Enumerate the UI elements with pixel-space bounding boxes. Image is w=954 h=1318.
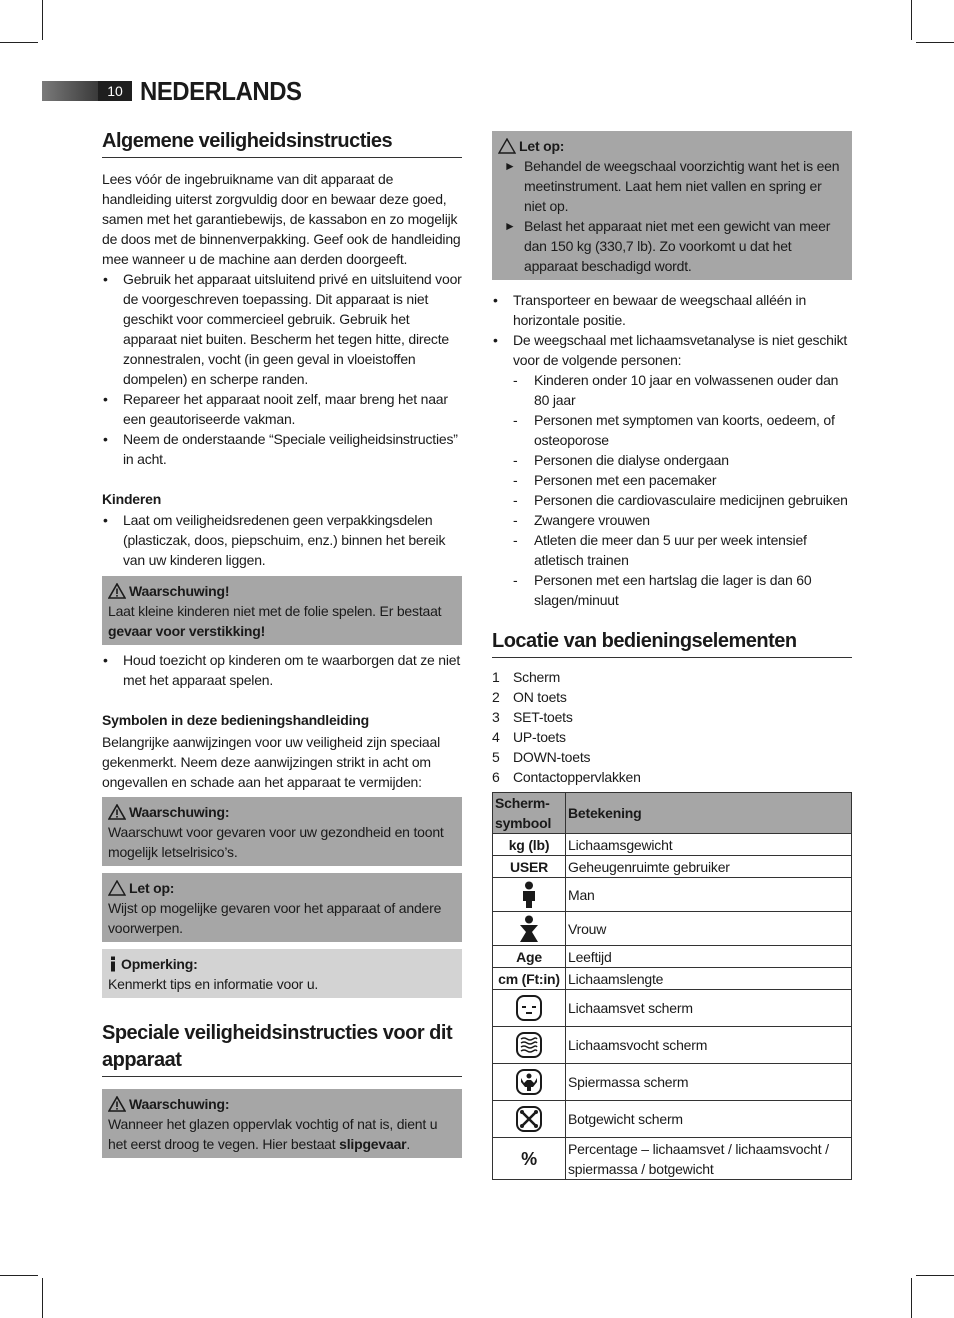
left-column: [102, 128, 462, 1158]
table-meaning: Vrouw: [566, 912, 852, 946]
caution-box: [492, 131, 852, 280]
table-row: [493, 968, 852, 990]
caution-icon: [108, 880, 126, 896]
table-meaning: Geheugenruimte gebruiker: [566, 856, 852, 878]
warning-title: Waarschuwing:: [129, 804, 230, 820]
warning-text-end: .: [406, 1136, 411, 1152]
symbol-table: [492, 792, 852, 1180]
table-header-symbol: Scherm-symbool: [493, 793, 566, 834]
table-row: [493, 946, 852, 968]
warning-title: Waarschuwing:: [129, 1096, 230, 1112]
table-meaning: Botgewicht scherm: [566, 1101, 852, 1138]
warning-text-bold: slipgevaar: [339, 1136, 407, 1152]
symbols-intro: Belangrijke aanwijzingen voor uw veiligheid zijn speciaal gekenmerkt. Neem deze aanwijzingen strikt in acht om ongevallen en schade aan het apparaat te vermijden:: [102, 734, 441, 790]
right-bullets: [492, 290, 852, 370]
table-symbol-cell: [493, 1064, 566, 1101]
table-meaning: Spiermassa scherm: [566, 1064, 852, 1101]
symbol-caution-box: [102, 873, 462, 942]
list-item: • Repareer het apparaat nooit zelf, maar breng het naar een geautoriseerde vakman.: [102, 389, 462, 429]
man-icon: [521, 881, 537, 909]
table-row: [493, 856, 852, 878]
table-symbol-cell: [493, 1101, 566, 1138]
warning-title-row: [108, 581, 456, 601]
children-heading: Kinderen: [102, 491, 162, 507]
table-symbol-cell: [493, 1027, 566, 1064]
caution-item: ► Behandel de weegschaal voorzichtig want het is een meetinstrument. Laat hem niet vallen en spring er niet op.: [498, 156, 846, 216]
item-number: 5: [492, 749, 500, 765]
table-row: [493, 834, 852, 856]
list-item: • Transporteer en bewaar de weegschaal alléén in horizontale positie.: [492, 290, 852, 330]
caution-icon: [498, 138, 516, 154]
list-item: [492, 707, 852, 727]
general-safety-heading: Algemene veiligheidsinstructies: [102, 128, 462, 158]
controls-heading: Locatie van bedieningselementen: [492, 628, 852, 658]
persons-list: [492, 370, 852, 610]
crop-mark: [42, 1278, 43, 1318]
warning-text: [108, 601, 456, 641]
bone-icon: [515, 1105, 543, 1133]
list-item: - Personen die dialyse ondergaan: [492, 450, 852, 470]
item-number: 2: [492, 689, 500, 705]
crop-mark: [911, 1278, 912, 1318]
table-symbol: cm (Ft:in): [493, 968, 566, 990]
item-label: ON toets: [513, 689, 567, 705]
crop-mark: [916, 42, 954, 43]
table-row: [493, 912, 852, 946]
warning-text: Waarschuwt voor gevaren voor uw gezondheid en toont mogelijk letselrisico’s.: [108, 824, 444, 860]
list-item: • Neem de onderstaande “Speciale veiligheidsinstructies” in acht.: [102, 429, 462, 469]
table-symbol-cell: [493, 912, 566, 946]
info-icon: [108, 956, 118, 972]
list-item: [492, 767, 852, 787]
crop-mark: [0, 42, 38, 43]
caution-title: Let op:: [519, 138, 565, 154]
list-item: - Kinderen onder 10 jaar en volwassenen ouder dan 80 jaar: [492, 370, 852, 410]
list-item: [492, 727, 852, 747]
page-number: 10: [98, 81, 132, 101]
page-title: NEDERLANDS: [140, 76, 302, 106]
item-number: 6: [492, 769, 500, 785]
list-item: • Laat om veiligheidsredenen geen verpakkingsdelen (plasticzak, doos, piepschuim, enz.) binnen het bereik van uw kinderen liggen.: [102, 510, 462, 570]
item-number: 3: [492, 709, 500, 725]
list-item: - Personen met een pacemaker: [492, 470, 852, 490]
crop-mark: [916, 1275, 954, 1276]
table-header-row: [493, 793, 852, 834]
right-column: [492, 131, 852, 1180]
muscle-icon: [515, 1068, 543, 1096]
table-symbol: Age: [493, 946, 566, 968]
item-label: UP-toets: [513, 729, 566, 745]
list-item: - Zwangere vrouwen: [492, 510, 852, 530]
table-meaning: Lichaamsvocht scherm: [566, 1027, 852, 1064]
item-label: Scherm: [513, 669, 561, 685]
special-warning-box: [102, 1089, 462, 1158]
warning-text: [108, 1114, 456, 1154]
table-meaning: Man: [566, 878, 852, 912]
list-item: [492, 747, 852, 767]
general-intro: Lees vóór de ingebruikname van dit apparaat de handleiding uiterst zorgvuldig door en bewaar deze goed, samen met het garantiebewijs, de kassabon en zo mogelijk de doos met de binnenverpakking. Geef ook de handleiding mee wanneer u de machine aan derden doorgeeft.: [102, 171, 461, 267]
table-row: [493, 1064, 852, 1101]
list-item: • Houd toezicht op kinderen om te waarborgen dat ze niet met het apparaat spelen.: [102, 650, 462, 690]
header-bar: [42, 81, 98, 101]
woman-icon: [519, 915, 539, 943]
caution-text: Wijst op mogelijke gevaren voor het apparaat of andere voorwerpen.: [108, 900, 442, 936]
list-item: - Atleten die meer dan 5 uur per week intensief atletisch trainen: [492, 530, 852, 570]
crop-mark: [911, 0, 912, 40]
warning-title-row: [108, 802, 456, 822]
warning-icon: [108, 804, 126, 820]
note-title: Opmerking:: [121, 956, 198, 972]
item-label: Contactoppervlakken: [513, 769, 641, 785]
symbol-note-box: [102, 949, 462, 998]
table-row: [493, 1027, 852, 1064]
warning-icon: [108, 583, 126, 599]
list-item: - Personen met een hartslag die lager is dan 60 slagen/minuut: [492, 570, 852, 610]
body-fat-icon: [515, 994, 543, 1022]
table-meaning: Lichaamslengte: [566, 968, 852, 990]
list-item: [492, 667, 852, 687]
table-symbol: kg (lb): [493, 834, 566, 856]
symbols-heading: Symbolen in deze bedieningshandleiding: [102, 712, 369, 728]
children-warning-box: [102, 576, 462, 645]
table-meaning: Leeftijd: [566, 946, 852, 968]
table-header-meaning: Betekening: [566, 793, 852, 834]
table-row: [493, 878, 852, 912]
table-symbol-cell: [493, 878, 566, 912]
warning-icon: [108, 1096, 126, 1112]
item-number: 1: [492, 669, 500, 685]
item-number: 4: [492, 729, 500, 745]
children-bullets: [102, 510, 462, 570]
special-safety-heading: Speciale veiligheidsinstructies voor dit apparaat: [102, 1020, 462, 1077]
caution-title-row: [108, 878, 456, 898]
note-title-row: [108, 954, 456, 974]
note-text: Kenmerkt tips en informatie voor u.: [108, 976, 319, 992]
table-symbol-cell: [493, 990, 566, 1027]
table-symbol: USER: [493, 856, 566, 878]
crop-mark: [42, 0, 43, 40]
list-item: [492, 687, 852, 707]
warning-text-bold: gevaar voor verstikking!: [108, 623, 266, 639]
warning-title-row: [108, 1094, 456, 1114]
crop-mark: [0, 1275, 38, 1276]
table-meaning: Percentage – lichaamsvet / lichaamsvocht / spiermassa / botgewicht: [566, 1138, 852, 1180]
table-meaning: Lichaamsvet scherm: [566, 990, 852, 1027]
table-meaning: Lichaamsgewicht: [566, 834, 852, 856]
caution-title: Let op:: [129, 880, 175, 896]
table-row: [493, 1101, 852, 1138]
children-bullets-2: [102, 650, 462, 690]
controls-list: [492, 667, 852, 787]
item-label: DOWN-toets: [513, 749, 591, 765]
list-item: • Gebruik het apparaat uitsluitend privé en uitsluitend voor de voorgeschreven toepassing. Dit apparaat is niet geschikt voor commercieel gebruik. Gebruik het apparaat niet buiten. Bescherm het tegen hitte, directe zonnestralen, vocht (in geen geval in vloeistoffen dompelen) en scherpe randen.: [102, 269, 462, 389]
general-bullets: [102, 269, 462, 469]
table-symbol: %: [493, 1138, 566, 1180]
table-row: [493, 990, 852, 1027]
body-water-icon: [515, 1031, 543, 1059]
list-item: • De weegschaal met lichaamsvetanalyse is niet geschikt voor de volgende personen:: [492, 330, 852, 370]
list-item: - Personen die cardiovasculaire medicijnen gebruiken: [492, 490, 852, 510]
page-header: [42, 76, 342, 106]
caution-title-row: [498, 136, 846, 156]
symbol-warning-box: [102, 797, 462, 866]
table-row: [493, 1138, 852, 1180]
item-label: SET-toets: [513, 709, 573, 725]
warning-text-main: Wanneer het glazen oppervlak vochtig of nat is, dient u het eerst droog te vegen. Hier bestaat: [108, 1116, 438, 1152]
warning-title: Waarschuwing!: [129, 583, 230, 599]
warning-text-main: Laat kleine kinderen niet met de folie spelen. Er bestaat: [108, 603, 442, 619]
caution-item: ► Belast het apparaat niet met een gewicht van meer dan 150 kg (330,7 lb). Zo voorkomt u dat het apparaat beschadigd wordt.: [498, 216, 846, 276]
list-item: - Personen met symptomen van koorts, oedeem, of osteoporose: [492, 410, 852, 450]
